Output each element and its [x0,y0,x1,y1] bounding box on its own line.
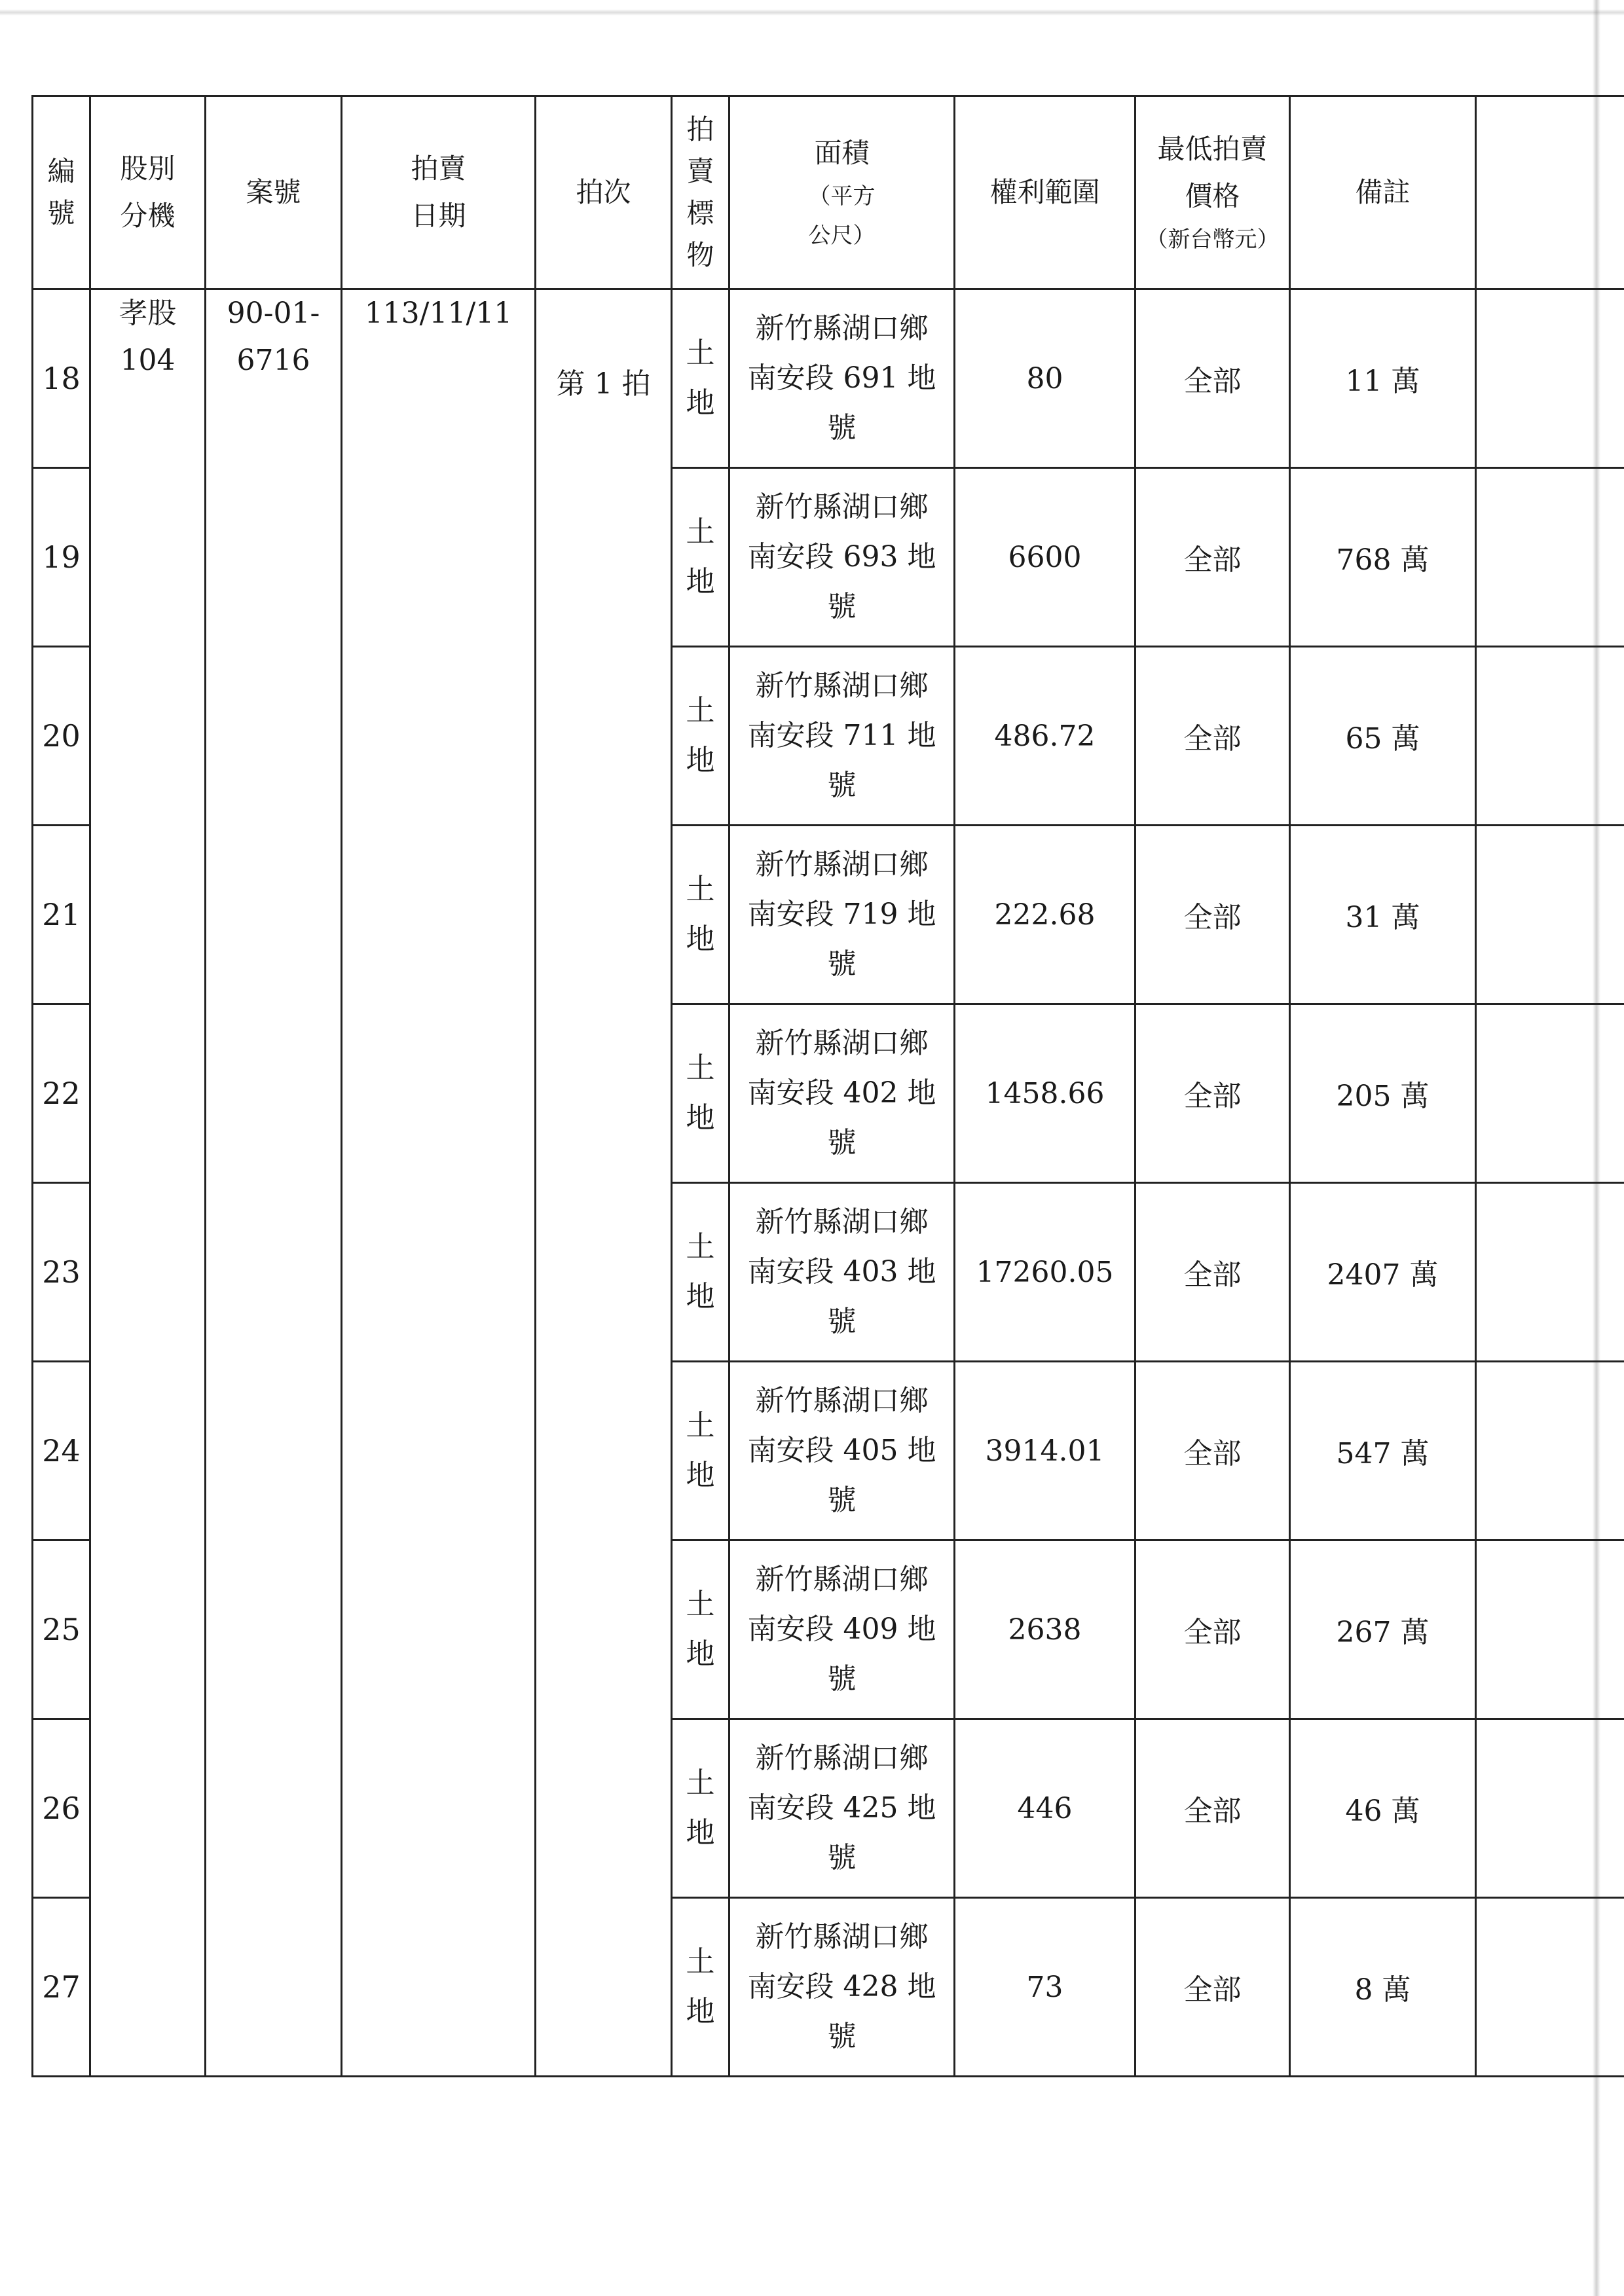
row-extra [1476,289,1624,468]
row-object [672,1183,729,1362]
row-object-text: 土地 [686,1766,715,1850]
header-extra [1476,96,1624,289]
row-location-line1: 新竹縣湖口鄉 [755,1027,929,1060]
row-location [729,1362,955,1540]
row-object-text: 土地 [686,515,715,598]
row-location-line2: 南安段 405 地 [747,1434,936,1467]
row-object [672,289,729,468]
row-area: 3914.01 [955,1362,1135,1540]
case-line1: 90-01- [227,297,320,330]
header-remark [1290,96,1476,289]
row-object [672,826,729,1004]
header-branch-line1: 股別 [120,153,175,185]
row-extra [1476,1719,1624,1898]
header-case [206,96,342,289]
header-object [672,96,729,289]
branch-line2: 104 [120,344,175,377]
row-area: 80 [955,289,1135,468]
row-no: 25 [33,1540,90,1719]
scan-edge-top [0,9,1624,16]
row-location [729,1183,955,1362]
header-rights [955,96,1135,289]
row-price: 547 萬 [1290,1362,1476,1540]
date-cell [342,289,536,2077]
case-line2: 6716 [236,344,310,377]
row-price: 267 萬 [1290,1540,1476,1719]
row-location-line2: 南安段 403 地 [747,1255,936,1288]
row-object-text: 土地 [686,1230,715,1313]
row-extra [1476,826,1624,1004]
row-location [729,826,955,1004]
row-no: 27 [33,1898,90,2077]
row-area: 6600 [955,468,1135,647]
row-location-line3: 號 [827,1841,857,1874]
row-rights: 全部 [1135,289,1290,468]
row-no: 24 [33,1362,90,1540]
table-row [33,289,1624,468]
header-price-line2: 價格 [1185,180,1240,212]
row-object-text: 土地 [686,694,715,777]
row-area: 222.68 [955,826,1135,1004]
row-location [729,1540,955,1719]
row-location-line3: 號 [827,1662,857,1696]
header-round-text: 拍次 [576,176,631,208]
header-area-line3: 公尺） [808,223,876,249]
row-location-line2: 南安段 409 地 [747,1613,936,1646]
header-price-line1: 最低拍賣 [1157,133,1268,165]
row-location [729,1898,955,2077]
header-remark-text: 備註 [1355,176,1411,208]
row-object-text: 土地 [686,1051,715,1135]
row-price: 31 萬 [1290,826,1476,1004]
round-text: 第 1 拍 [556,367,651,401]
row-extra [1476,1004,1624,1183]
row-location-line1: 新竹縣湖口鄉 [755,1741,929,1775]
row-object-text: 土地 [686,873,715,956]
header-area-line1: 面積 [814,137,870,169]
row-price: 768 萬 [1290,468,1476,647]
row-area: 2638 [955,1540,1135,1719]
row-rights: 全部 [1135,1719,1290,1898]
row-location-line3: 號 [827,411,857,445]
row-price: 2407 萬 [1290,1183,1476,1362]
row-no: 26 [33,1719,90,1898]
header-date [342,96,536,289]
row-no: 19 [33,468,90,647]
row-object-text: 土地 [686,1945,715,2028]
row-location-line1: 新竹縣湖口鄉 [755,1563,929,1596]
header-round [536,96,672,289]
row-location-line1: 新竹縣湖口鄉 [755,490,929,524]
header-branch [90,96,206,289]
row-location-line2: 南安段 425 地 [747,1791,936,1825]
row-location-line2: 南安段 691 地 [747,361,936,395]
row-area: 446 [955,1719,1135,1898]
header-object-text: 拍賣標物 [686,113,714,271]
row-location-line3: 號 [827,590,857,623]
header-rights-text: 權利範圍 [989,176,1100,208]
row-object [672,1362,729,1540]
row-location-line1: 新竹縣湖口鄉 [755,669,929,702]
row-location-line3: 號 [827,1126,857,1159]
header-row [33,96,1624,289]
row-price: 11 萬 [1290,289,1476,468]
date-text: 113/11/11 [364,297,513,330]
row-extra [1476,1183,1624,1362]
header-no [33,96,90,289]
row-rights: 全部 [1135,1183,1290,1362]
row-price: 65 萬 [1290,647,1476,826]
row-object-text: 土地 [686,1588,715,1671]
row-location-line1: 新竹縣湖口鄉 [755,1384,929,1417]
row-location-line1: 新竹縣湖口鄉 [755,848,929,881]
row-area: 1458.66 [955,1004,1135,1183]
row-object-text: 土地 [686,1409,715,1492]
row-object [672,1540,729,1719]
row-area: 486.72 [955,647,1135,826]
branch-cell [90,289,206,2077]
case-cell [206,289,342,2077]
header-date-line2: 日期 [411,200,466,232]
row-location-line2: 南安段 428 地 [747,1970,936,2003]
row-rights: 全部 [1135,1004,1290,1183]
row-rights: 全部 [1135,1898,1290,2077]
row-location-line3: 號 [827,1305,857,1338]
row-no: 18 [33,289,90,468]
row-location-line3: 號 [827,1484,857,1517]
header-no-text: 編號 [47,155,75,229]
row-price: 46 萬 [1290,1719,1476,1898]
row-location [729,289,955,468]
row-price: 8 萬 [1290,1898,1476,2077]
row-location-line2: 南安段 711 地 [747,719,936,752]
row-no: 21 [33,826,90,1004]
row-location [729,647,955,826]
branch-line1: 孝股 [119,297,177,330]
row-extra [1476,1540,1624,1719]
row-location-line1: 新竹縣湖口鄉 [755,312,929,345]
header-area-line2: （平方 [808,183,876,210]
row-extra [1476,647,1624,826]
row-location-line3: 號 [827,2020,857,2053]
row-no: 23 [33,1183,90,1362]
row-location-line3: 號 [827,769,857,802]
row-rights: 全部 [1135,647,1290,826]
row-object [672,1719,729,1898]
row-extra [1476,1362,1624,1540]
row-price: 205 萬 [1290,1004,1476,1183]
row-rights: 全部 [1135,1362,1290,1540]
row-rights: 全部 [1135,826,1290,1004]
header-price-line3: （新台幣元） [1145,227,1280,253]
row-location-line2: 南安段 693 地 [747,540,936,574]
row-object [672,1004,729,1183]
row-object [672,1898,729,2077]
row-area: 73 [955,1898,1135,2077]
row-location-line3: 號 [827,947,857,981]
row-location-line2: 南安段 402 地 [747,1076,936,1110]
row-object [672,468,729,647]
auction-table [31,95,1624,2077]
row-object-text: 土地 [686,337,715,420]
round-cell [536,289,672,2077]
row-rights: 全部 [1135,1540,1290,1719]
row-extra [1476,1898,1624,2077]
header-case-text: 案號 [246,176,301,208]
row-extra [1476,468,1624,647]
row-location-line1: 新竹縣湖口鄉 [755,1205,929,1239]
row-location-line2: 南安段 719 地 [747,898,936,931]
header-area [729,96,955,289]
row-no: 22 [33,1004,90,1183]
row-location [729,1719,955,1898]
row-location [729,468,955,647]
header-date-line1: 拍賣 [411,153,466,185]
row-location [729,1004,955,1183]
row-rights: 全部 [1135,468,1290,647]
row-area: 17260.05 [955,1183,1135,1362]
row-location-line1: 新竹縣湖口鄉 [755,1920,929,1954]
header-price [1135,96,1290,289]
row-object [672,647,729,826]
header-branch-line2: 分機 [120,200,175,232]
row-no: 20 [33,647,90,826]
